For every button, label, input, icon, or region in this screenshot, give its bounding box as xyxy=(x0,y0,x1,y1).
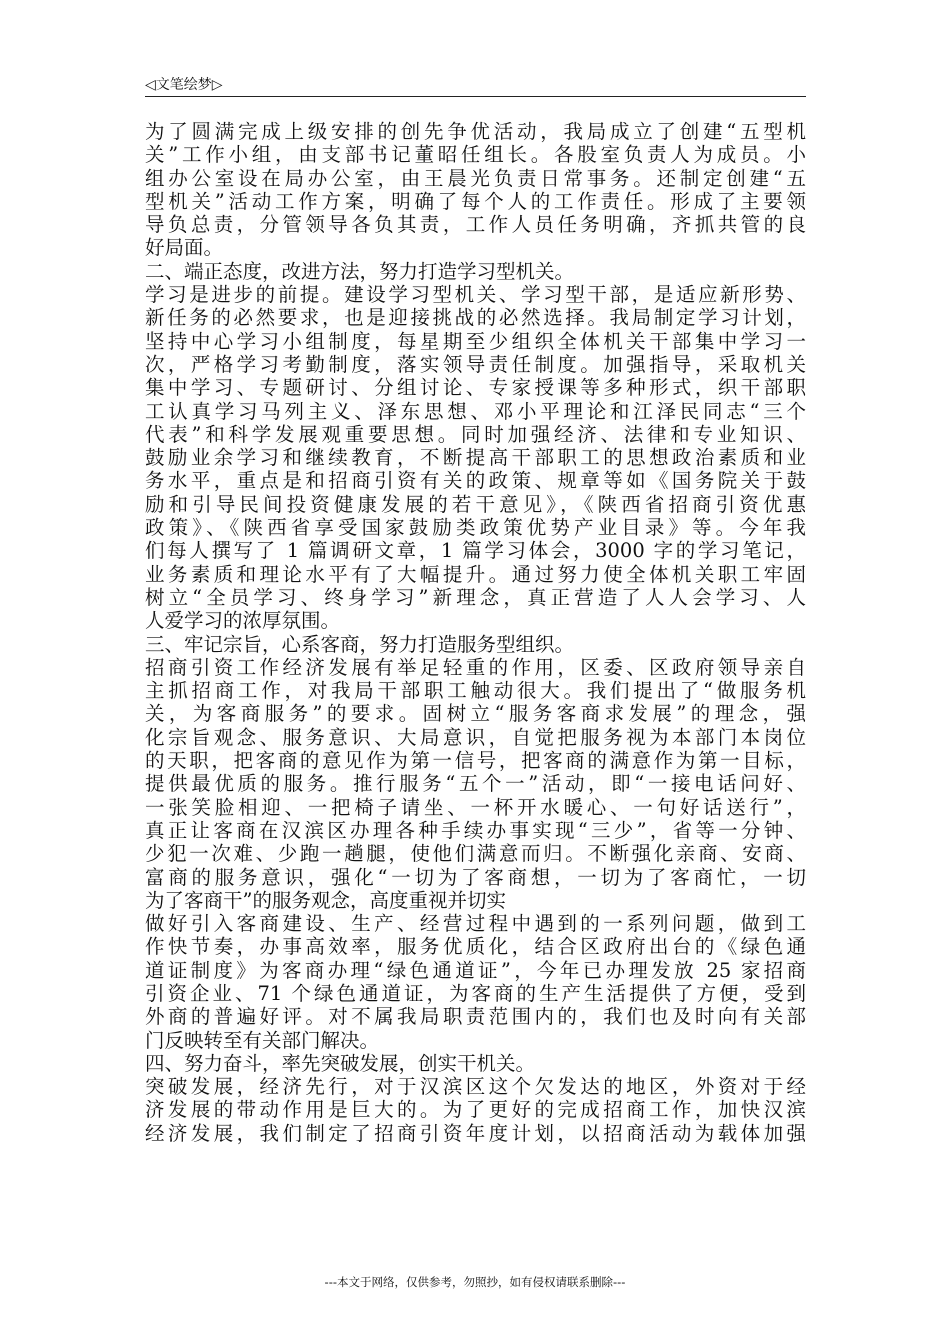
text-line: 励和引导民间投资健康发展的若干意见》，《陕西省招商引资优惠 xyxy=(145,492,806,516)
text-line: 四、努力奋斗，率先突破发展，创实干机关。 xyxy=(145,1051,536,1075)
text-line: 富商的服务意识，强化“一切为了客商想，一切为了客商忙，一切 xyxy=(145,865,806,889)
text-line: 提供最优质的服务。推行服务“五个一”活动，即“一接电话问好、 xyxy=(145,772,806,796)
text-line: 主抓招商工作，对我局干部职工触动很大。我们提出了“做服务机 xyxy=(145,679,806,703)
page-header xyxy=(145,72,806,97)
text-line: 务水平，重点是和招商引资有关的政策、规章等如《国务院关于鼓 xyxy=(145,469,806,493)
page-footer-disclaimer: ---本文于网络，仅供参考，勿照抄，如有侵权请联系删除--- xyxy=(324,1275,626,1289)
text-line: 引资企业、71 个绿色通道证，为客商的生产生活提供了方便，受到 xyxy=(145,981,806,1005)
text-line: 政策》、《陕西省享受国家鼓励类政策优势产业目录》等。今年我 xyxy=(145,516,806,540)
text-line: 门反映转至有关部门解决。 xyxy=(145,1028,380,1052)
text-line: 型机关”活动工作方案，明确了每个人的工作责任。形成了主要领 xyxy=(145,189,806,213)
text-line: 业务素质和理论水平有了大幅提升。通过努力使全体机关职工牢固 xyxy=(145,562,806,586)
text-line: 次，严格学习考勤制度，落实领导责任制度。加强指导，采取机关 xyxy=(145,352,806,376)
text-line: 道证制度》为客商办理“绿色通道证”，今年已办理发放 25 家招商 xyxy=(145,958,806,982)
text-line: 做好引入客商建设、生产、经营过程中遇到的一系列问题，做到工 xyxy=(145,912,806,936)
text-line: 树立“全员学习、终身学习”新理念，真正营造了人人会学习、人 xyxy=(145,585,806,609)
text-line: 学习是进步的前提。建设学习型机关、学习型干部，是适应新形势、 xyxy=(145,283,806,307)
text-line: 化宗旨观念、服务意识、大局意识，自觉把服务视为本部门本岗位 xyxy=(145,725,806,749)
text-line: 坚持中心学习小组制度，每星期至少组织全体机关干部集中学习一 xyxy=(145,329,806,353)
text-line: 关，为客商服务”的要求。固树立“服务客商求发展”的理念，强 xyxy=(145,702,806,726)
text-line: 为了圆满完成上级安排的创先争优活动，我局成立了创建“五型机 xyxy=(145,120,806,143)
text-line: 突破发展，经济先行，对于汉滨区这个欠发达的地区，外资对于经 xyxy=(145,1075,806,1099)
text-line: 真正让客商在汉滨区办理各种手续办事实现“三少”，省等一分钟、 xyxy=(145,818,806,842)
text-line: 作快节奏，办事高效率，服务优质化，结合区政府出台的《绿色通 xyxy=(145,935,806,959)
text-line: 导负总责，分管领导各负其责，工作人员任务明确，齐抓共管的良 xyxy=(145,213,806,237)
text-line: 组办公室设在局办公室，由王晨光负责日常事务。还制定创建“五 xyxy=(145,166,806,190)
text-line: 外商的普遍好评。对不属我局职责范围内的，我们也及时向有关部 xyxy=(145,1005,806,1029)
text-line: 集中学习、专题研讨、分组讨论、专家授课等多种形式，织干部职 xyxy=(145,376,806,400)
text-line: 新任务的必然要求，也是迎接挑战的必然选择。我局制定学习计划， xyxy=(145,306,806,330)
text-line: 为了客商干”的服务观念，高度重视并切实 xyxy=(145,888,506,912)
text-line: 工认真学习马列主义、泽东思想、邓小平理论和江泽民同志“三个 xyxy=(145,399,806,423)
text-line: 好局面。 xyxy=(145,236,224,260)
text-line: 经济发展，我们制定了招商引资年度计划，以招商活动为载体加强 xyxy=(145,1121,806,1145)
text-line: 二、端正态度，改进方法，努力打造学习型机关。 xyxy=(145,259,575,283)
text-line: 少犯一次难、少跑一趟腿，使他们满意而归。不断强化亲商、安商、 xyxy=(145,842,806,866)
text-line: 们每人撰写了 1 篇调研文章，1 篇学习体会，3000 字的学习笔记， xyxy=(145,539,806,563)
header-title: ◁文笔绘梦▷ xyxy=(145,77,223,93)
text-line: 代表”和科学发展观重要思想。同时加强经济、法律和专业知识、 xyxy=(145,422,806,446)
text-line: 人爱学习的浓厚氛围。 xyxy=(145,609,341,633)
text-line: 济发展的带动作用是巨大的。为了更好的完成招商工作，加快汉滨 xyxy=(145,1098,806,1122)
text-line: 招商引资工作经济发展有举足轻重的作用，区委、区政府领导亲自 xyxy=(145,655,806,679)
text-line: 鼓励业余学习和继续教育，不断提高干部职工的思想政治素质和业 xyxy=(145,446,806,470)
text-line: 关”工作小组，由支部书记董昭任组长。各股室负责人为成员。小 xyxy=(145,143,806,167)
document-body xyxy=(145,120,806,1145)
text-line: 三、牢记宗旨，心系客商，努力打造服务型组织。 xyxy=(145,632,575,656)
text-line: 的天职，把客商的意见作为第一信号，把客商的满意作为第一目标， xyxy=(145,749,806,773)
text-line: 一张笑脸相迎、一把椅子请坐、一杯开水暖心、一句好话送行”， xyxy=(145,795,806,819)
